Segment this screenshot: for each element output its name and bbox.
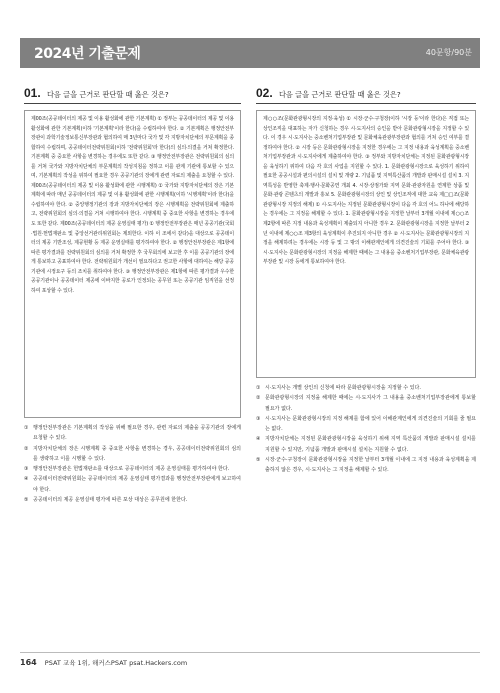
page-header: [20, 38, 480, 68]
question-2-prompt: 다음 글을 근거로 판단할 때 옳은 것은?: [278, 90, 401, 99]
question-count-label: 40문항/90분: [425, 48, 472, 57]
question-1-number: 01.: [24, 86, 41, 100]
question-2-option-1[interactable]: ① 시·도지사는 개별 상인의 신청에 따라 문화관광형시장을 지정할 수 있다.: [256, 385, 421, 391]
question-2-option-2[interactable]: ② 문화관광형시장의 지정을 해제한 때에는 시·도지사가 그 내용을 중소벤처기업부장관에게 통보할 필요가 없다.: [256, 395, 476, 412]
question-1-passage-box: [24, 110, 241, 418]
page-title: 2024년 기출문제: [34, 46, 141, 62]
question-1-passage: 제00조(공공데이터의 제공 및 이용 활성화에 관한 기본계획) ① 정부는 공공데이터의 제공 및 이용 활성화에 관한 기본계획(이하 '기본계획'이라 한다)을 수립하여야 한다. ② 기본계획은 행정안전부장관이 과학기술정보통신부장관과 협의하여 매 3년마다 국가 및 각 지방자치단체의 부문계획을 종합하여 수립하며, 공공데이터전략위원회(이하 '전략위원회'라 한다)의 심의·의결을 거쳐 확정한다. 기본계획 중 중요한 사항을 변경하는 경우에도 또한 같다. ③ 행정안전부장관은 전략위원회의 심의를 거쳐 국가와 지방자치단체의 부문계획의 작성지침을 정하고 이를 관계 기관에 통보할 수 있으며, 기본계획의 작성을 위하여 필요한 경우 공공기관의 장에게 관련 자료의 제출을 요청할 수 있다. 제00조(공공데이터의 제공 및 이용 활성화에 관한 시행계획) ① 국가와 지방자치단체의 장은 기본계획에 따라 매년 공공데이터의 제공 및 이용 활성화에 관한 시행계획(이하 '시행계획'이라 한다)을 수립하여야 한다. ② 중앙행정기관의 장과 지방자치단체의 장은 시행계획을 전략위원회에 제출하고, 전략위원회의 심의·의결을 거쳐 시행하여야 한다. 시행계획 중 중요한 사항을 변경하는 경우에도 또한 같다. 제00조(공공데이터의 제공 운영실태 평가) ① 행정안전부장관은 매년 공공기관(국회·법원·헌법재판소 및 중앙선거관리위원회는 제외한다. 이하 이 조에서 같다)을 대상으로 공공데이터의 제공 기반조성, 제공현황 등 제공 운영실태를 평가하여야 한다. ② 행정안전부장관은 제1항에 따른 평가결과를 전략위원회의 심의를 거쳐 확정한 후 국무회의에 보고한 후 이를 공공기관의 장에게 통보하고 공표하여야 한다. 전략위원회가 개선이 필요하다고 권고한 사항에 대하여는 해당 공공기관에 시정요구 등의 조치를 취하여야 한다. ③ 행정안전부장관은 제1항에 따른 평가결과 우수한 공공기관이나 공공데이터 제공에 이바지한 공로가 인정되는 공무원 또는 공공기관 임직원을 선정하여 포상할 수 있다.: [31, 116, 234, 294]
question-2-title: [256, 86, 401, 100]
question-2-option-3[interactable]: ③ 시·도지사는 문화관광형시장의 지정 해제를 함에 있어 이해관계인에게 의견진술의 기회를 줄 필요는 없다.: [256, 415, 476, 433]
question-1-rule: [24, 103, 241, 104]
footer-text: PSAT 교육 1위, 해커스PSAT psat.Hackers.com: [44, 659, 188, 667]
question-2-option-5[interactable]: ⑤ 시장·군수·구청장이 문화관광형시장을 지정한 날부터 3개월 이내에 그 지정 내용과 육성계획을 제출하지 않은 경우, 시·도지사는 그 지정을 해제할 수 있다.: [256, 457, 476, 474]
question-2-passage: 제○○조(문화관광형시장의 지정·육성) ① 시장·군수·구청장(이하 '시장 등'이라 한다)은 직접 또는 상인조직을 대표하는 자가 신청하는 경우 시·도지사의 승인을 받아 문화관광형시장을 지정할 수 있다. 이 경우 시·도지사는 중소벤처기업부장관 및 문화체육관광부장관과 협의를 거쳐 승인 여부를 결정하여야 한다. ② 시장 등은 문화관광형시장을 지정한 경우에는 그 지정 내용과 육성계획을 중소벤처기업부장관과 시·도지사에게 제출하여야 한다. ③ 정부와 지방자치단체는 지정된 문화관광형시장을 육성하기 위하여 다음 각 호의 사업을 지원할 수 있다. 1. 문화관광형시장으로 육성하기 위하여 필요한 공공시설과 편의시설의 설치 및 개량 2. 기념품 및 지역특산품의 개발과 판매시설 설치 3. 지역특성을 반영한 축제·행사·문화공연 개최 4. 시장·상점가와 지역 문화·관광자원을 연계한 상품 및 문화·관광 콘텐츠의 개발과 홍보 5. 문화관광형시장의 상인 및 상인조직에 대한 교육 제□□조(문화관광형시장 지정의 해제) ① 시·도지사는 지정된 문화관광형시장이 다음 각 호의 어느 하나에 해당하는 경우에는 그 지정을 해제할 수 있다. 1. 문화관광형시장을 지정한 날부터 3개월 이내에 제○○조 제2항에 따른 지정 내용과 육성계획이 제출되지 아니한 경우 2. 문화관광형시장을 지정한 날부터 2년 이내에 제○○조 제3항의 육성계획이 추진되지 아니한 경우 ② 시·도지사는 문화관광형시장의 지정을 해제하려는 경우에는 시장 등 및 그 밖의 이해관계인에게 의견진술의 기회를 주어야 한다. ③ 시·도지사는 문화관광형시장의 지정을 해제한 때에는 그 내용을 중소벤처기업부장관, 문화체육관광부장관 및 시장 등에게 통보하여야 한다.: [263, 116, 469, 266]
page-footer: [20, 658, 480, 667]
question-2-rule: [256, 103, 476, 104]
footer-rule: [20, 652, 480, 653]
question-2-number: 02.: [256, 86, 273, 100]
question-1-prompt: 다음 글을 근거로 판단할 때 옳은 것은?: [46, 90, 169, 99]
question-1-option-4[interactable]: ④ 공공데이터전략위원회는 공공데이터의 제공 운영실태 평가결과를 행정안전부장관에게 보고하여야 한다.: [24, 476, 241, 493]
question-1-option-1[interactable]: ① 행정안전부장관은 기본계획의 작성을 위해 필요한 경우, 관련 자료의 제출을 공공기관의 장에게 요청할 수 있다.: [24, 425, 241, 442]
question-1-option-3[interactable]: ③ 행정안전부장관은 헌법재판소를 대상으로 공공데이터의 제공 운영실태를 평가하여야 한다.: [24, 466, 230, 473]
question-1-option-5[interactable]: ⑤ 공공데이터의 제공 운영실태 평가에 따른 포상 대상은 공무원에 한한다.: [24, 497, 188, 504]
question-2-options: [256, 383, 476, 476]
question-1-title: [24, 86, 169, 100]
question-2-passage-box: [256, 110, 476, 378]
question-2-option-4[interactable]: ④ 지방자치단체는 지정된 문화관광형시장을 육성하기 위해 지역 특산품의 개발과 판매시설 설치를 지원할 수 있지만, 기념품 개발과 판매시설 설치는 지원할 수 없다.: [256, 436, 476, 453]
question-1-options: [24, 423, 241, 505]
question-1-option-2[interactable]: ② 지방자치단체의 장은 시행계획 중 중요한 사항을 변경하는 경우, 공공데이터전략위원회의 심의를 생략하고 이를 시행할 수 있다.: [24, 445, 241, 462]
page-number: 164: [20, 658, 37, 667]
